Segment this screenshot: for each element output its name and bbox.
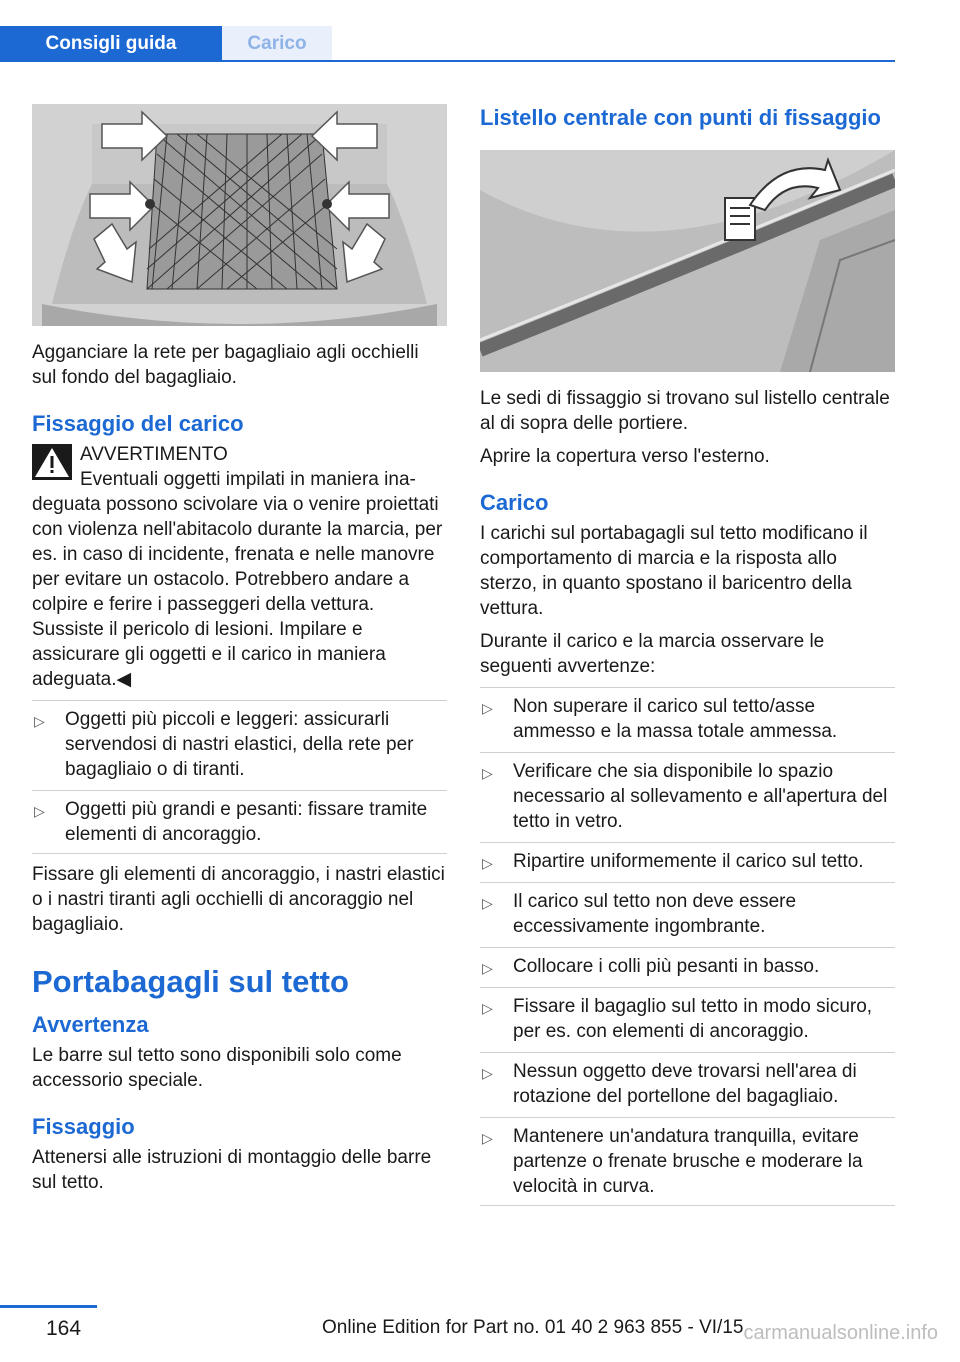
paragraph-sedi: Le sedi di fissaggio si trovano sul listello centrale al di sopra delle portiere. bbox=[480, 388, 890, 434]
warning-title: AVVERTIMENTO bbox=[80, 444, 228, 465]
triangle-bullet-icon: ▷ bbox=[482, 895, 493, 911]
paragraph-fissaggio: Attenersi alle istruzioni di montaggio delle barre sul tetto. bbox=[32, 1147, 432, 1193]
triangle-bullet-icon: ▷ bbox=[34, 713, 45, 729]
list-item: ▷ Nessun oggetto deve trovarsi nell'area di rotazione del portellone del bagagliaio. bbox=[480, 1052, 895, 1109]
warning-block bbox=[32, 442, 447, 692]
list-item: ▷ Verificare che sia disponibile lo spazio necessario al sollevamento e all'apertura del tetto in vetro. bbox=[480, 752, 895, 834]
heading-avvertenza: Avvertenza bbox=[32, 1012, 149, 1037]
edition-footer: Online Edition for Part no. 01 40 2 963 855 - VI/15 bbox=[322, 1317, 744, 1338]
triangle-bullet-icon: ▷ bbox=[34, 803, 45, 819]
page-number: 164 bbox=[46, 1317, 82, 1340]
triangle-bullet-icon: ▷ bbox=[482, 700, 493, 716]
heading-listello: Listello centrale con punti di fissaggio bbox=[480, 105, 881, 130]
figure-caption: Agganciare la rete per bagagliaio agli occhielli sul fondo del bagagliaio. bbox=[32, 342, 419, 388]
warning-triangle-icon bbox=[32, 444, 72, 480]
list-item: ▷ Collocare i colli più pesanti in basso. bbox=[480, 947, 895, 979]
list-item: ▷ Ripartire uniformemente il carico sul tetto. bbox=[480, 842, 895, 874]
heading-carico: Carico bbox=[480, 490, 549, 515]
heading-fissaggio: Fissaggio bbox=[32, 1114, 135, 1139]
right-column bbox=[480, 104, 895, 1214]
list-item: ▷ Oggetti più piccoli e leggeri: assicurarli servendosi di nastri elastici, della rete per bagagliaio o di tiranti. bbox=[32, 700, 447, 782]
left-bullet-list bbox=[32, 700, 447, 854]
heading-portabagagli: Portabagagli sul tetto bbox=[32, 964, 349, 999]
triangle-bullet-icon: ▷ bbox=[482, 855, 493, 871]
paragraph-durante: Durante il carico e la marcia osservare le seguenti avvertenze: bbox=[480, 631, 825, 677]
right-bullet-list bbox=[480, 687, 895, 1206]
triangle-bullet-icon: ▷ bbox=[482, 1130, 493, 1146]
warning-text: deguata possono scivolare via o venire proiettati con violenza nell'abitacolo durante la marcia, per es. in caso di incidente, frenata e nelle manovre per evitare un ostacolo. Potrebbero andare a colpire e ferire i passeggeri della vettura. Sussiste il pericolo di lesioni. Impilare e assicurare gli oggetti e il carico in maniera adeguata.◀ bbox=[32, 494, 443, 690]
tab-carico[interactable]: Carico bbox=[222, 26, 332, 62]
warning-first-line: Eventuali oggetti impilati in maniera ina- bbox=[80, 469, 416, 490]
triangle-bullet-icon: ▷ bbox=[482, 765, 493, 781]
roof-rail-illustration bbox=[480, 150, 895, 372]
heading-fissaggio-carico: Fissaggio del carico bbox=[32, 411, 244, 436]
page-number-rule bbox=[0, 1305, 97, 1308]
triangle-bullet-icon: ▷ bbox=[482, 960, 493, 976]
paragraph-avvertenza: Le barre sul tetto sono disponibili solo come accessorio speciale. bbox=[32, 1045, 402, 1091]
list-item: ▷ Oggetti più grandi e pesanti: fissare tramite elementi di ancoraggio. bbox=[32, 790, 447, 854]
paragraph-aprire: Aprire la copertura verso l'esterno. bbox=[480, 446, 770, 467]
tab-consigli-guida[interactable]: Consigli guida bbox=[0, 26, 222, 62]
paragraph-fissare: Fissare gli elementi di ancoraggio, i nastri elastici o i nastri tiranti agli occhielli di ancoraggio nel bagagliaio. bbox=[32, 864, 445, 935]
header-tabbar bbox=[0, 26, 895, 62]
list-item: ▷ Fissare il bagaglio sul tetto in modo sicuro, per es. con elementi di ancoraggio. bbox=[480, 987, 895, 1044]
left-column bbox=[32, 104, 447, 1203]
list-item: ▷ Il carico sul tetto non deve essere eccessivamente ingombrante. bbox=[480, 882, 895, 939]
paragraph-carico: I carichi sul portabagagli sul tetto modificano il comportamento di marcia e la risposta allo sterzo, in quanto spostano il baricentro della vettura. bbox=[480, 523, 868, 619]
triangle-bullet-icon: ▷ bbox=[482, 1065, 493, 1081]
triangle-bullet-icon: ▷ bbox=[482, 1000, 493, 1016]
luggage-net-illustration bbox=[32, 104, 447, 326]
list-item: ▷ Non superare il carico sul tetto/asse ammesso e la massa totale ammessa. bbox=[480, 687, 895, 744]
watermark: carmanualsonline.info bbox=[743, 1322, 938, 1344]
header-rule bbox=[0, 60, 895, 62]
list-item: ▷ Mantenere un'andatura tranquilla, evitare partenze o frenate brusche e moderare la velocità in curva. bbox=[480, 1117, 895, 1206]
